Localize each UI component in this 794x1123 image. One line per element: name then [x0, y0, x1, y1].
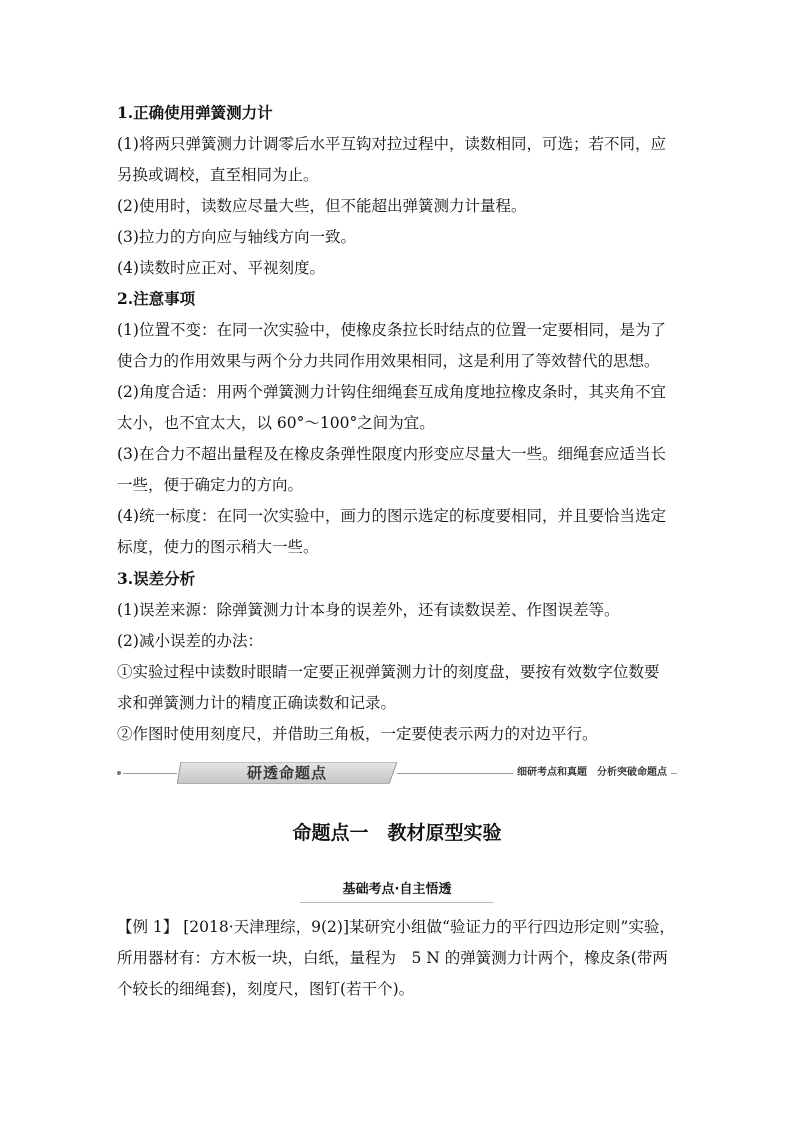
section-1-line: (3)拉力的方向应与轴线方向一致。: [117, 228, 356, 246]
section-3-line: ②作图时使用刻度尺，并借助三角板，一定要使表示两力的对边平行。: [117, 725, 598, 743]
section-3-title: 3.误差分析: [117, 569, 196, 588]
example-line: 个较长的细绳套)，刻度尺，图钉(若干个)。: [117, 980, 415, 998]
section-3-line: (2)减小误差的办法：: [117, 632, 263, 650]
section-1-title: 1.正确使用弹簧测力计: [117, 103, 273, 122]
section-2-line: (4)统一标度：在同一次实验中，画力的图示选定的标度要相同，并且要恰当选定: [117, 507, 666, 525]
banner-right-text: 细研考点和真题 分析突破命题点: [513, 765, 671, 781]
section-banner: [117, 762, 677, 784]
section-2-line: (3)在合力不超出量程及在橡皮条弹性限度内形变应尽量大一些。细绳套应适当长: [117, 445, 666, 463]
section-2-line: (2)角度合适：用两个弹簧测力计钩住细绳套互成角度地拉橡皮条时，其夹角不宜: [117, 383, 666, 401]
example-line: 所用器材有：方木板一块，白纸，量程为 5 N 的弹簧测力计两个，橡皮条(带两: [117, 949, 668, 967]
banner-tab: [177, 762, 397, 784]
section-1-line: (1)将两只弹簧测力计调零后水平互钩对拉过程中，读数相同，可选；若不同，应: [117, 135, 666, 153]
section-2-line: 使合力的作用效果与两个分力共同作用效果相同，这是利用了等效替代的思想。: [117, 352, 660, 370]
section-3-line: 求和弹簧测力计的精度正确读数和记录。: [117, 694, 397, 712]
section-1-line: 另换或调校，直至相同为止。: [117, 166, 319, 184]
topic-subheading: 基础考点·自主悟透: [342, 882, 452, 897]
section-2-title: 2.注意事项: [117, 289, 196, 308]
section-2-line: 太小，也不宜太大，以 60°～100°之间为宜。: [117, 414, 435, 432]
section-1-line: (4)读数时应正对、平视刻度。: [117, 259, 325, 277]
section-3-line: ①实验过程中读数时眼睛一定要正视弹簧测力计的刻度盘，要按有效数字位数要: [117, 663, 660, 681]
section-2-line: 一些，便于确定力的方向。: [117, 476, 304, 494]
section-1-line: (2)使用时，读数应尽量大些，但不能超出弹簧测力计量程。: [117, 197, 527, 215]
banner-title: 研透命题点: [246, 764, 327, 782]
banner-rule-left: [123, 773, 177, 774]
topic-heading: 命题点一 教材原型实验: [292, 822, 502, 844]
section-3-line: (1)误差来源：除弹簧测力计本身的误差外，还有读数误差、作图误差等。: [117, 601, 620, 619]
section-2-line: 标度，使力的图示稍大一些。: [117, 538, 319, 556]
banner-dot: [117, 771, 121, 775]
subheading-rule: [300, 902, 494, 903]
example-line: 【例 1】 [2018·天津理综，9(2)]某研究小组做“验证力的平行四边形定则”实验，: [117, 918, 675, 936]
section-2-line: (1)位置不变：在同一次实验中，使橡皮条拉长时结点的位置一定要相同，是为了: [117, 321, 666, 339]
